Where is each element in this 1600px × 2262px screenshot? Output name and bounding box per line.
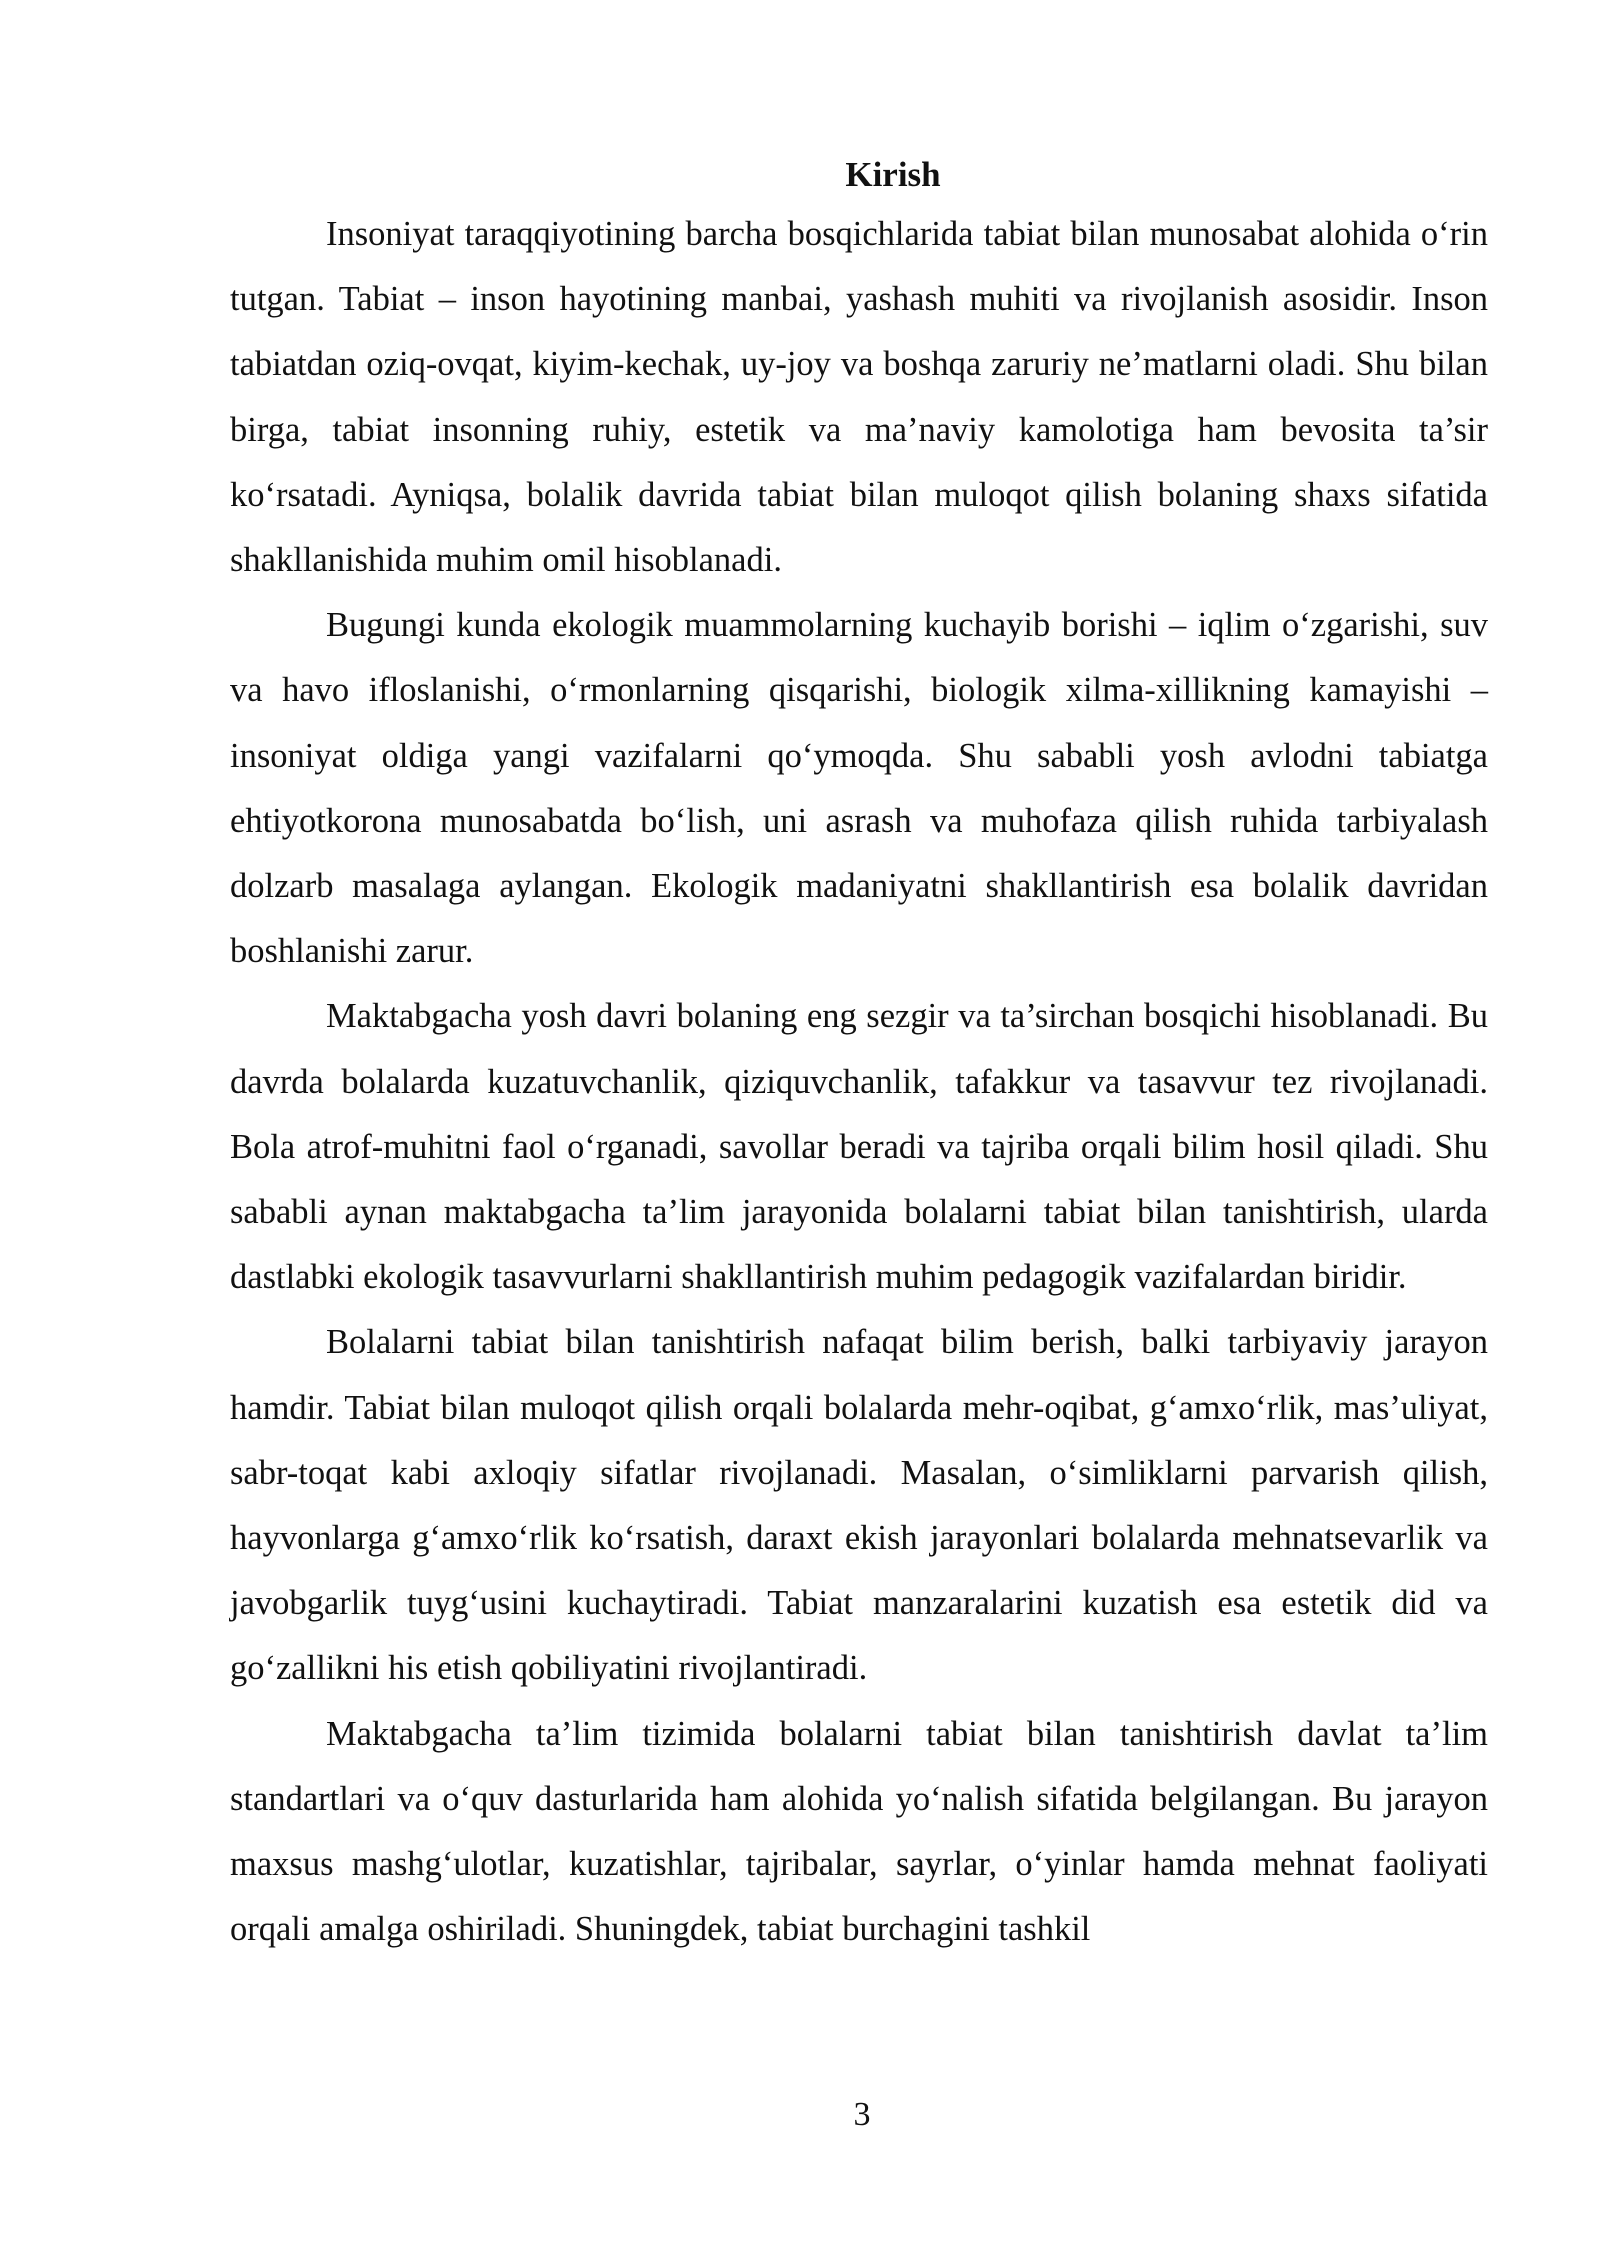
paragraph-2: Bugungi kunda ekologik muammolarning kuchayib borishi – iqlim o‘zgarishi, suv va havo ifloslanishi, o‘rmonlarning qisqarishi, biologik xilma-xillikning kamayishi – insoniyat oldiga yangi vazifalarni qo‘ymoqda. Shu sababli yosh avlodni tabiatga ehtiyotkorona munosabatda bo‘lish, uni asrash va muhofaza qilish ruhida tarbiyalash dolzarb masalaga aylangan. Ekologik madaniyatni shakllantirish esa bolalik davridan boshlanishi zarur. [230,606,1488,971]
paragraph-1: Insoniyat taraqqiyotining barcha bosqichlarida tabiat bilan munosabat alohida o‘rin tutgan. Tabiat – inson hayotining manbai, yashash muhiti va rivojlanish asosidir. Inson tabiatdan oziq-ovqat, kiyim-kechak, uy-joy va boshqa zaruriy ne’matlarni oladi. Shu bilan birga, tabiat insonning ruhiy, estetik va ma’naviy kamolotiga ham bevosita ta’sir ko‘rsatadi. Ayniqsa, bolalik davrida tabiat bilan muloqot qilish bolaning shaxs sifatida shakllanishida muhim omil hisoblanadi. [230,215,1488,580]
section-title: Kirish [845,155,941,194]
paragraph-3: Maktabgacha yosh davri bolaning eng sezgir va ta’sirchan bosqichi hisoblanadi. Bu davrda bolalarda kuzatuvchanlik, qiziquvchanlik, tafakkur va tasavvur tez rivojlanadi. Bola atrof-muhitni faol o‘rganadi, savollar beradi va tajriba orqali bilim hosil qiladi. Shu sababli aynan maktabgacha ta’lim jarayonida bolalarni tabiat bilan tanishtirish, ularda dastlabki ekologik tasavvurlarni shakllantirish muhim pedagogik vazifalardan biridir. [230,997,1488,1297]
paragraph-4: Bolalarni tabiat bilan tanishtirish nafaqat bilim berish, balki tarbiyaviy jarayon hamdir. Tabiat bilan muloqot qilish orqali bolalarda mehr-oqibat, g‘amxo‘rlik, mas’uliyat, sabr-toqat kabi axloqiy sifatlar rivojlanadi. Masalan, o‘simliklarni parvarish qilish, hayvonlarga g‘amxo‘rlik ko‘rsatish, daraxt ekish jarayonlari bolalarda mehnatsevarlik va javobgarlik tuyg‘usini kuchaytiradi. Tabiat manzaralarini kuzatish esa estetik did va go‘zallikni his etish qobiliyatini rivojlantiradi. [230,1323,1488,1688]
text-body [230,150,1488,1962]
paragraph-5: Maktabgacha ta’lim tizimida bolalarni tabiat bilan tanishtirish davlat ta’lim standartlari va o‘quv dasturlarida ham alohida yo‘nalish sifatida belgilangan. Bu jarayon maxsus mashg‘ulotlar, kuzatishlar, tajribalar, sayrlar, o‘yinlar hamda mehnat faoliyati orqali amalga oshiriladi. Shuningdek, tabiat burchagini tashkil [230,1714,1488,1949]
page-number: 3 [853,2096,871,2133]
